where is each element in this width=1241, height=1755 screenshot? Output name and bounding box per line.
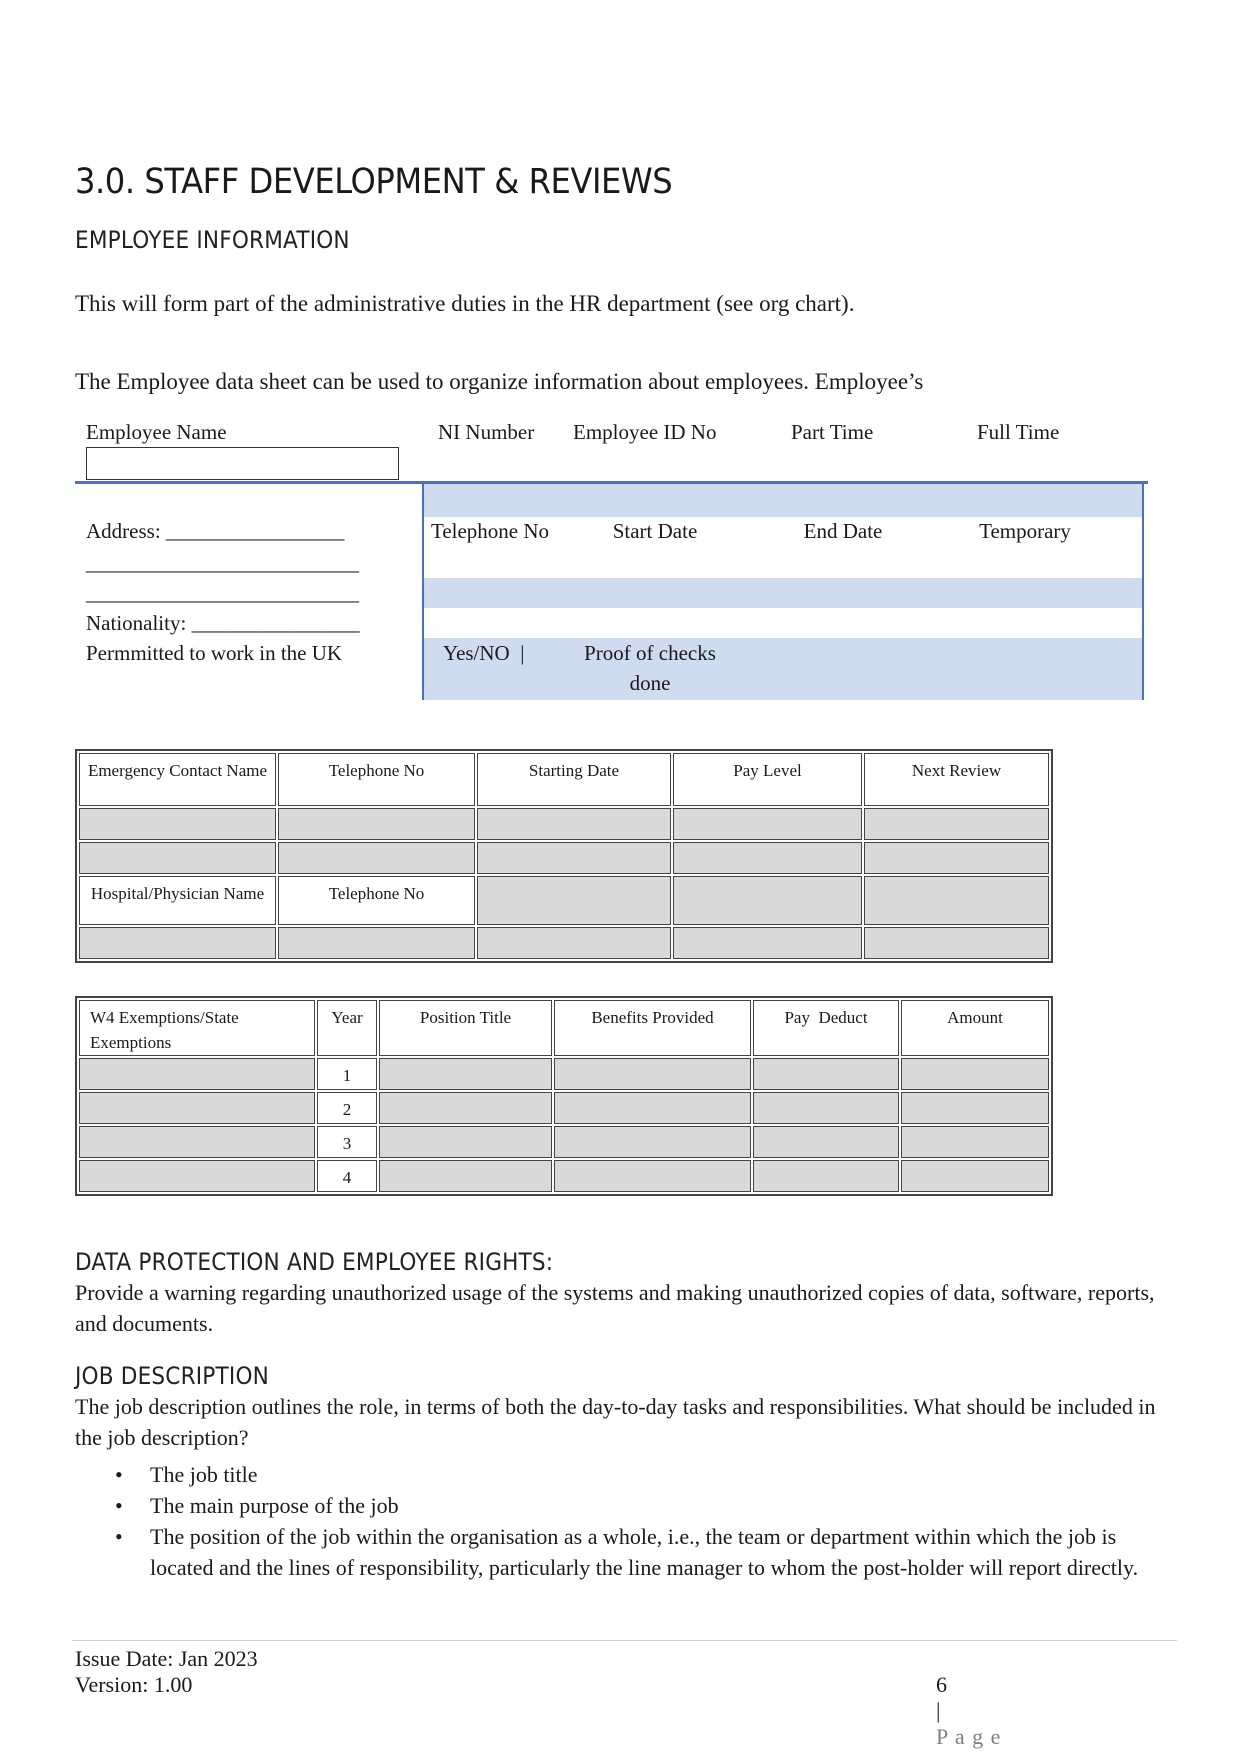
form-input-band-3 <box>424 638 1142 700</box>
employee-id-label: Employee ID No <box>573 420 717 444</box>
job-description-list <box>110 1459 1180 1583</box>
intro-paragraph-1: This will form part of the administrative duties in the HR department (see org chart). <box>75 291 855 316</box>
page-heading: 3.0. STAFF DEVELOPMENT & REVIEWS <box>75 162 673 202</box>
table-cell[interactable] <box>554 1092 751 1124</box>
table-cell[interactable] <box>79 1160 315 1192</box>
version: Version: 1.00 <box>75 1672 193 1697</box>
table-header: Telephone No <box>278 876 475 925</box>
yes-no-label: Yes/NO | <box>443 641 525 665</box>
job-description-paragraph: The job description outlines the role, in terms of both the day-to-day tasks and responsibilities. What should be included in the job description? <box>75 1394 1156 1450</box>
table-cell[interactable] <box>554 1160 751 1192</box>
data-protection-paragraph: Provide a warning regarding unauthorized usage of the systems and making unauthorized copies of data, software, reports, and documents. <box>75 1280 1155 1336</box>
address-line-3[interactable]: __________________________ <box>86 581 359 605</box>
page-number-block <box>925 1646 1001 1750</box>
table-header: Next Review <box>864 753 1049 806</box>
table-header: Pay Level <box>673 753 862 806</box>
part-time-label: Part Time <box>791 420 874 444</box>
table-cell[interactable] <box>379 1058 552 1090</box>
table-cell[interactable] <box>753 1126 899 1158</box>
full-time-label: Full Time <box>977 420 1060 444</box>
page-number: 6 <box>936 1672 947 1697</box>
table-cell[interactable] <box>673 842 862 874</box>
section-heading-job-description: JOB DESCRIPTION <box>75 1362 269 1390</box>
end-date-label: End Date <box>803 519 883 543</box>
employee-name-label: Employee Name <box>86 420 227 444</box>
table-header: Starting Date <box>477 753 671 806</box>
list-item: • The job title <box>110 1459 1180 1490</box>
table-cell[interactable] <box>477 808 671 840</box>
form-right-border <box>1142 481 1144 700</box>
footer-divider <box>72 1640 1177 1641</box>
table-cell[interactable] <box>901 1092 1049 1124</box>
table-cell[interactable] <box>79 1126 315 1158</box>
table-header: Pay Deduct <box>753 1000 899 1056</box>
table-cell[interactable] <box>79 808 276 840</box>
table-cell[interactable] <box>477 842 671 874</box>
table-cell[interactable] <box>79 842 276 874</box>
table-header: Year <box>317 1000 377 1056</box>
year-cell: 3 <box>317 1126 377 1158</box>
ni-number-label: NI Number <box>438 420 535 444</box>
exemptions-table <box>75 996 1053 1196</box>
table-cell[interactable] <box>379 1160 552 1192</box>
table-cell[interactable] <box>379 1126 552 1158</box>
table-cell[interactable] <box>278 842 475 874</box>
table-cell[interactable] <box>554 1126 751 1158</box>
table-cell[interactable] <box>753 1160 899 1192</box>
table-cell[interactable] <box>673 876 862 925</box>
table-cell[interactable] <box>379 1092 552 1124</box>
issue-date: Issue Date: Jan 2023 <box>75 1646 258 1671</box>
address-field[interactable]: Address: _________________ <box>86 519 345 543</box>
table-cell[interactable] <box>901 1126 1049 1158</box>
table-cell[interactable] <box>278 808 475 840</box>
table-cell[interactable] <box>901 1160 1049 1192</box>
section-heading-data-protection: DATA PROTECTION AND EMPLOYEE RIGHTS: <box>75 1248 554 1276</box>
table-cell[interactable] <box>901 1058 1049 1090</box>
list-item: • The main purpose of the job <box>110 1490 1180 1521</box>
intro-paragraph-2: The Employee data sheet can be used to organize information about employees. Employee’s <box>75 369 924 394</box>
table-cell[interactable] <box>753 1092 899 1124</box>
table-cell[interactable] <box>864 927 1049 959</box>
table-header: Benefits Provided <box>554 1000 751 1056</box>
table-cell[interactable] <box>79 927 276 959</box>
page-word: P a g e <box>936 1724 1002 1749</box>
employee-name-field[interactable] <box>86 447 399 480</box>
table-cell[interactable] <box>477 927 671 959</box>
table-cell[interactable] <box>673 808 862 840</box>
table-cell[interactable] <box>278 927 475 959</box>
table-cell[interactable] <box>753 1058 899 1090</box>
form-input-band-2[interactable] <box>424 578 1142 608</box>
table-cell[interactable] <box>477 876 671 925</box>
table-header: Amount <box>901 1000 1049 1056</box>
table-cell[interactable] <box>864 808 1049 840</box>
table-cell[interactable] <box>554 1058 751 1090</box>
permitted-to-work-label: Permmitted to work in the UK <box>86 641 343 665</box>
form-input-band-1[interactable] <box>424 484 1142 517</box>
table-cell[interactable] <box>673 927 862 959</box>
address-line-2[interactable]: __________________________ <box>86 551 359 575</box>
table-cell[interactable] <box>79 1058 315 1090</box>
table-header: Emergency Contact Name <box>79 753 276 806</box>
year-cell: 4 <box>317 1160 377 1192</box>
list-item: • The position of the job within the organisation as a whole, i.e., the team or department within which the job is located and the lines of responsibility, particularly the line manager to whom the post-holder will report directly. <box>110 1521 1180 1583</box>
table-cell[interactable] <box>79 1092 315 1124</box>
table-header: Telephone No <box>278 753 475 806</box>
table-cell[interactable] <box>864 842 1049 874</box>
temporary-label: Temporary <box>979 519 1071 543</box>
section-heading-employee-information: EMPLOYEE INFORMATION <box>75 226 350 254</box>
table-header: Hospital/Physician Name <box>79 876 276 925</box>
table-header: Position Title <box>379 1000 552 1056</box>
nationality-field[interactable]: Nationality: ________________ <box>86 611 360 635</box>
proof-of-checks-label: Proof of checks done <box>584 641 716 695</box>
year-cell: 2 <box>317 1092 377 1124</box>
telephone-no-label: Telephone No <box>430 519 550 543</box>
start-date-label: Start Date <box>612 519 698 543</box>
page-separator: | <box>936 1698 941 1723</box>
table-cell[interactable] <box>864 876 1049 925</box>
year-cell: 1 <box>317 1058 377 1090</box>
emergency-contact-table <box>75 749 1053 963</box>
table-header: W4 Exemptions/State Exemptions <box>79 1000 315 1056</box>
